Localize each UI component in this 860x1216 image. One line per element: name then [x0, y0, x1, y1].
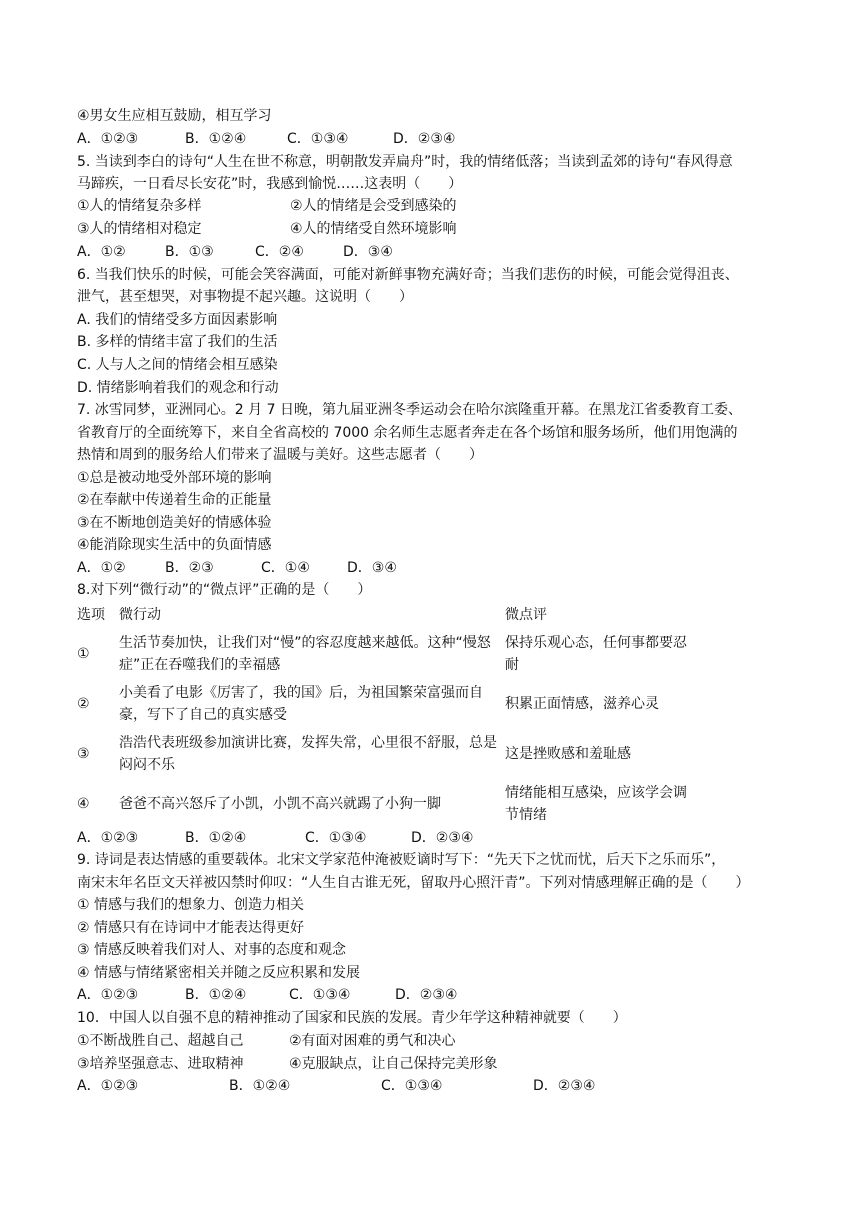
q10-choice-2: ②有面对困难的勇气和决心 [289, 1033, 456, 1049]
table-row [77, 630, 697, 680]
q8-options [77, 828, 473, 848]
row-action: 生活节奏加快，让我们对“慢”的容忍度越来越低。这种“慢怒症”正在吞噬我们的幸福感 [119, 635, 491, 673]
q9-option-d: D．②③④ [395, 987, 458, 1003]
row-option: ④ [77, 796, 90, 812]
q7-choice-2: ②在奉献中传递着生命的正能量 [77, 492, 272, 508]
q10-choice-3: ③培养坚强意志、进取精神 [77, 1056, 244, 1072]
q7-choice-4: ④能消除现实生活中的负面情感 [77, 537, 272, 553]
q6-stem-line2: 泄气，甚至想哭，对事物提不起兴趣。这说明（ ） [77, 289, 413, 305]
row-action: 小美看了电影《厉害了，我的国》后，为祖国繁荣富强而自豪，写下了自己的真实感受 [119, 685, 483, 723]
q5-option-b: B．①③ [165, 244, 214, 260]
table-row [77, 780, 697, 830]
q5-options [77, 242, 393, 262]
q5-choice-3: ③人的情绪相对稳定 [77, 221, 202, 237]
q5-choice-4: ④人的情绪受自然环境影响 [290, 221, 457, 237]
q9-choice-3: ③ 情感反映着我们对人、对事的态度和观念 [77, 942, 346, 958]
q4-options [77, 129, 455, 149]
q10-stem: 10．中国人以自强不息的精神推动了国家和民族的发展。青少年学这种精神就要（ ） [77, 1010, 627, 1026]
q9-stem-line2: 南宋末年名臣文天祥被囚禁时仰叹：“人生自古谁无死，留取丹心照汗青”。下列对情感理解正确的是（ ） [77, 875, 750, 891]
q10-option-c: C．①③④ [381, 1078, 443, 1094]
row-option: ③ [77, 746, 90, 762]
q4-option-a: A．①②③ [77, 131, 139, 147]
q7-option-d: D．③④ [347, 560, 397, 576]
q7-stem-line2: 省教育厅的全面统筹下，来自全省高校的 7000 余名师生志愿者奔走在各个场馆和服务场所，他们用饱满的 [77, 425, 738, 441]
header-option: 选项 [77, 607, 105, 623]
q5-stem-line1: 5. 当读到李白的诗句“人生在世不称意，明朝散发弄扁舟”时，我的情绪低落；当读到孟郊的诗句“春风得意 [77, 154, 733, 170]
q7-stem-line1: 7. 冰雪同梦，亚洲同心。2 月 7 日晚，第九届亚洲冬季运动会在哈尔滨隆重开幕。在黑龙江省委教育工委、 [77, 402, 742, 418]
q8-table [77, 604, 697, 830]
q5-option-c: C．②④ [255, 244, 304, 260]
q10-choice-1: ①不断战胜自己、超越自己 [77, 1033, 244, 1049]
q9-option-a: A．①②③ [77, 987, 139, 1003]
header-comment: 微点评 [505, 607, 547, 623]
q8-option-a: A．①②③ [77, 830, 139, 846]
q9-choice-2: ② 情感只有在诗词中才能表达得更好 [77, 920, 305, 936]
row-comment: 保持乐观心态，任何事都要忍耐 [505, 635, 687, 673]
q5-option-d: D．③④ [343, 244, 393, 260]
table-row [77, 680, 697, 730]
q6-option-d: D. 情绪影响着我们的观念和行动 [77, 380, 279, 396]
q9-stem-line1: 9. 诗词是表达情感的重要载体。北宋文学家范仲淹被贬谪时写下：“先天下之忧而忧，后天下之乐而乐”， [77, 852, 726, 868]
q9-option-c: C．①③④ [289, 987, 351, 1003]
q4-option-d: D．②③④ [393, 131, 456, 147]
q4-choice-4: ④男女生应相互鼓励，相互学习 [77, 108, 272, 124]
q6-option-a: A. 我们的情绪受多方面因素影响 [77, 312, 278, 328]
q7-choice-3: ③在不断地创造美好的情感体验 [77, 515, 272, 531]
q6-stem-line1: 6. 当我们快乐的时候，可能会笑容满面，可能对新鲜事物充满好奇；当我们悲伤的时候，可能会觉得沮丧、 [77, 267, 739, 283]
q7-stem-line3: 热情和周到的服务给人们带来了温暖与美好。这些志愿者（ ） [77, 447, 483, 463]
q8-option-d: D．②③④ [411, 830, 474, 846]
q6-option-c: C. 人与人之间的情绪会相互感染 [77, 357, 278, 373]
q10-option-a: A．①②③ [77, 1078, 139, 1094]
q7-option-c: C．①④ [261, 560, 310, 576]
q10-option-d: D．②③④ [533, 1078, 596, 1094]
q5-stem-line2: 马蹄疾，一日看尽长安花”时，我感到愉悦……这表明（ ） [77, 176, 463, 192]
table-header-row [77, 604, 697, 630]
q10-choice-4: ④克服缺点，让自己保持完美形象 [289, 1056, 498, 1072]
q7-option-a: A．①② [77, 560, 126, 576]
q7-options [77, 558, 397, 578]
q9-option-b: B．①②④ [185, 987, 247, 1003]
q4-option-b: B．①②④ [185, 131, 247, 147]
row-comment: 这是挫败感和羞耻感 [505, 746, 631, 762]
q10-options [77, 1076, 595, 1096]
q10-option-b: B．①②④ [229, 1078, 291, 1094]
q7-choice-1: ①总是被动地受外部环境的影响 [77, 470, 272, 486]
q5-option-a: A．①② [77, 244, 126, 260]
q6-option-b: B. 多样的情绪丰富了我们的生活 [77, 334, 278, 350]
row-option: ② [77, 696, 90, 712]
q8-option-c: C．①③④ [305, 830, 367, 846]
row-comment: 情绪能相互感染，应该学会调节情绪 [505, 785, 687, 823]
row-action: 爸爸不高兴怒斥了小凯，小凯不高兴就踢了小狗一脚 [119, 796, 441, 812]
q8-stem: 8.对下列“微行动”的“微点评”正确的是（ ） [77, 582, 372, 598]
q9-choice-4: ④ 情感与情绪紧密相关并随之反应积累和发展 [77, 965, 360, 981]
q5-choice-2: ②人的情绪是会受到感染的 [290, 198, 457, 214]
q4-option-c: C．①③④ [287, 131, 349, 147]
row-comment: 积累正面情感，滋养心灵 [505, 696, 659, 712]
row-action: 浩浩代表班级参加演讲比赛，发挥失常，心里很不舒服，总是闷闷不乐 [119, 735, 497, 773]
q7-option-b: B．②③ [165, 560, 214, 576]
q8-option-b: B．①②④ [185, 830, 247, 846]
row-option: ① [77, 646, 90, 662]
q5-choice-1: ①人的情绪复杂多样 [77, 198, 202, 214]
header-action: 微行动 [119, 607, 161, 623]
q9-options [77, 985, 457, 1005]
table-row [77, 730, 697, 780]
q9-choice-1: ① 情感与我们的想象力、创造力相关 [77, 897, 305, 913]
